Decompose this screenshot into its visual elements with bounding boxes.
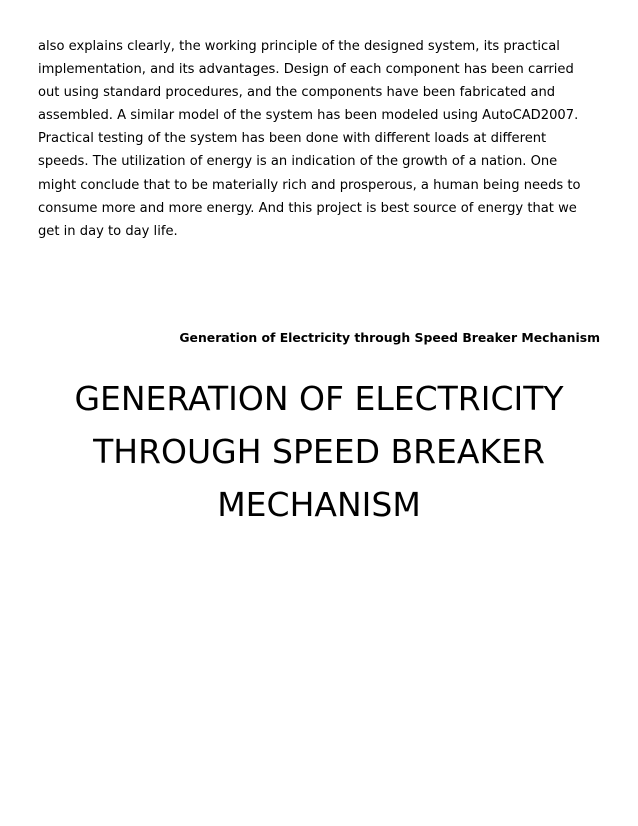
page-title (0, 372, 638, 531)
body-line-4: assembled. A similar model of the system has been modeled using AutoCAD2007. (38, 108, 579, 124)
body-line-6: speeds. The utilization of energy is an indication of the growth of a nation. One (38, 154, 558, 170)
body-line-3: out using standard procedures, and the components have been fabricated and (38, 85, 556, 101)
title-line-2: THROUGH SPEED BREAKER (93, 432, 545, 471)
body-line-9: get in day to day life. (38, 223, 178, 239)
body-line-1: also explains clearly, the working principle of the designed system, its practical (38, 39, 560, 54)
body-paragraph (38, 35, 604, 243)
body-line-7: might conclude that to be materially rich and prosperous, a human being needs to (38, 177, 581, 193)
body-line-8: consume more and more energy. And this project is best source of energy that we (38, 200, 577, 216)
running-header: Generation of Electricity through Speed Breaker Mechanism (179, 330, 600, 345)
title-line-3: MECHANISM (217, 485, 421, 524)
body-line-2: implementation, and its advantages. Design of each component has been carried (38, 62, 574, 78)
body-line-5: Practical testing of the system has been done with different loads at different (38, 131, 547, 147)
title-line-1: GENERATION OF ELECTRICITY (74, 379, 564, 418)
